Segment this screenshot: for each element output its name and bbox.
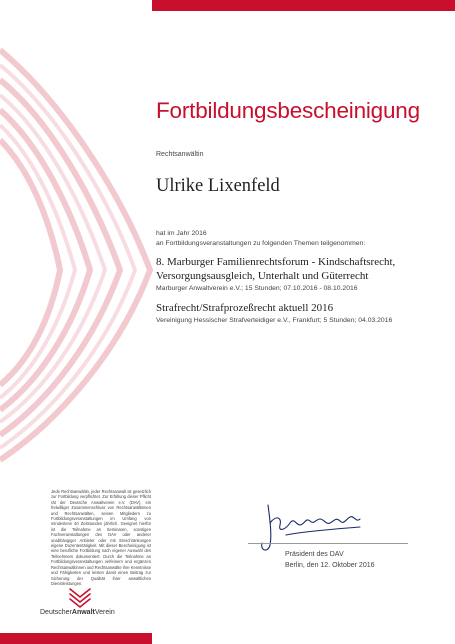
logo-text-2: Anwalt: [71, 609, 95, 616]
place-and-date: Berlin, den 12. Oktober 2016: [285, 562, 375, 569]
course-title-1-line-2: Versorgungsausgleich, Unterhalt und Güterrecht: [156, 270, 369, 282]
dav-logo-wordmark: [40, 609, 115, 616]
course-details-1: Marburger Anwaltverein e.V.; 15 Stunden; 07.10.2016 - 08.10.2016: [156, 285, 358, 292]
course-title-1: [156, 255, 446, 283]
legal-footnote: Jede Rechtsanwältin, jeder Rechtsanwalt ist gesetzlich zur Fortbildung verpflichtet. Zur Erfüllung dieser Pflicht rät der Deutsche Anwaltverein e.V. (DAV), ein freiwilliger Zusammenschluss von Rechtsanwältinnen und Rechtsanwälten, seinen Mitgliedern zu Fortbildungsveranstaltungen im Umfang von mindestens 40 Zeitstunden jährlich. Geeignet hierfür ist die Teilnahme an Seminaren, sonstigen Fachveranstaltungen des DAV oder anderer unabhängiger Anbieter oder mit Einschränkungen eigene Dozententätigkeit. Mit dieser Bescheinigung ist eine berufliche Fortbildung nach eigener Auswahl des Teilnehmers dokumentiert. Durch die Teilnahme an Fortbildungsveranstaltungen verfeinern und ergänzen Rechtsanwältinnen und Rechtsanwälte ihre Kenntnisse und Fähigkeiten und leisten damit einen Beitrag zur Sicherung der Qualität ihrer anwaltlichen Dienstleistungen.: [51, 489, 151, 586]
certificate-title: Fortbildungsbescheinigung: [156, 98, 420, 123]
top-accent-bar: [152, 0, 455, 11]
course-title-2-line-1: Strafrecht/Strafprozeßrecht aktuell 2016: [156, 302, 334, 314]
course-details-2: Vereinigung Hessischer Strafverteidiger e.V., Frankfurt; 5 Stunden; 04.03.2016: [156, 317, 393, 324]
course-title-2: [156, 301, 446, 315]
recipient-role: Rechtsanwältin: [156, 151, 204, 158]
dav-logo: [40, 585, 130, 621]
course-title-1-line-1: 8. Marburger Familienrechtsforum - Kindschaftsrecht,: [156, 256, 396, 268]
signer-title: Präsident des DAV: [285, 551, 344, 558]
handwritten-signature: [256, 495, 366, 557]
dav-logo-mark-icon: [67, 585, 93, 609]
year-line: hat im Jahr 2016: [156, 230, 207, 237]
logo-text-3: Verein: [94, 609, 115, 616]
wave-watermark-graphic: [0, 40, 160, 470]
signature-line: [248, 543, 408, 544]
recipient-name: Ulrike Lixenfeld: [156, 176, 280, 196]
bottom-accent-bar: [0, 633, 152, 644]
intro-line: an Fortbildungsveranstaltungen zu folgenden Themen teilgenommen:: [156, 240, 366, 247]
logo-text-1: Deutscher: [40, 609, 72, 616]
